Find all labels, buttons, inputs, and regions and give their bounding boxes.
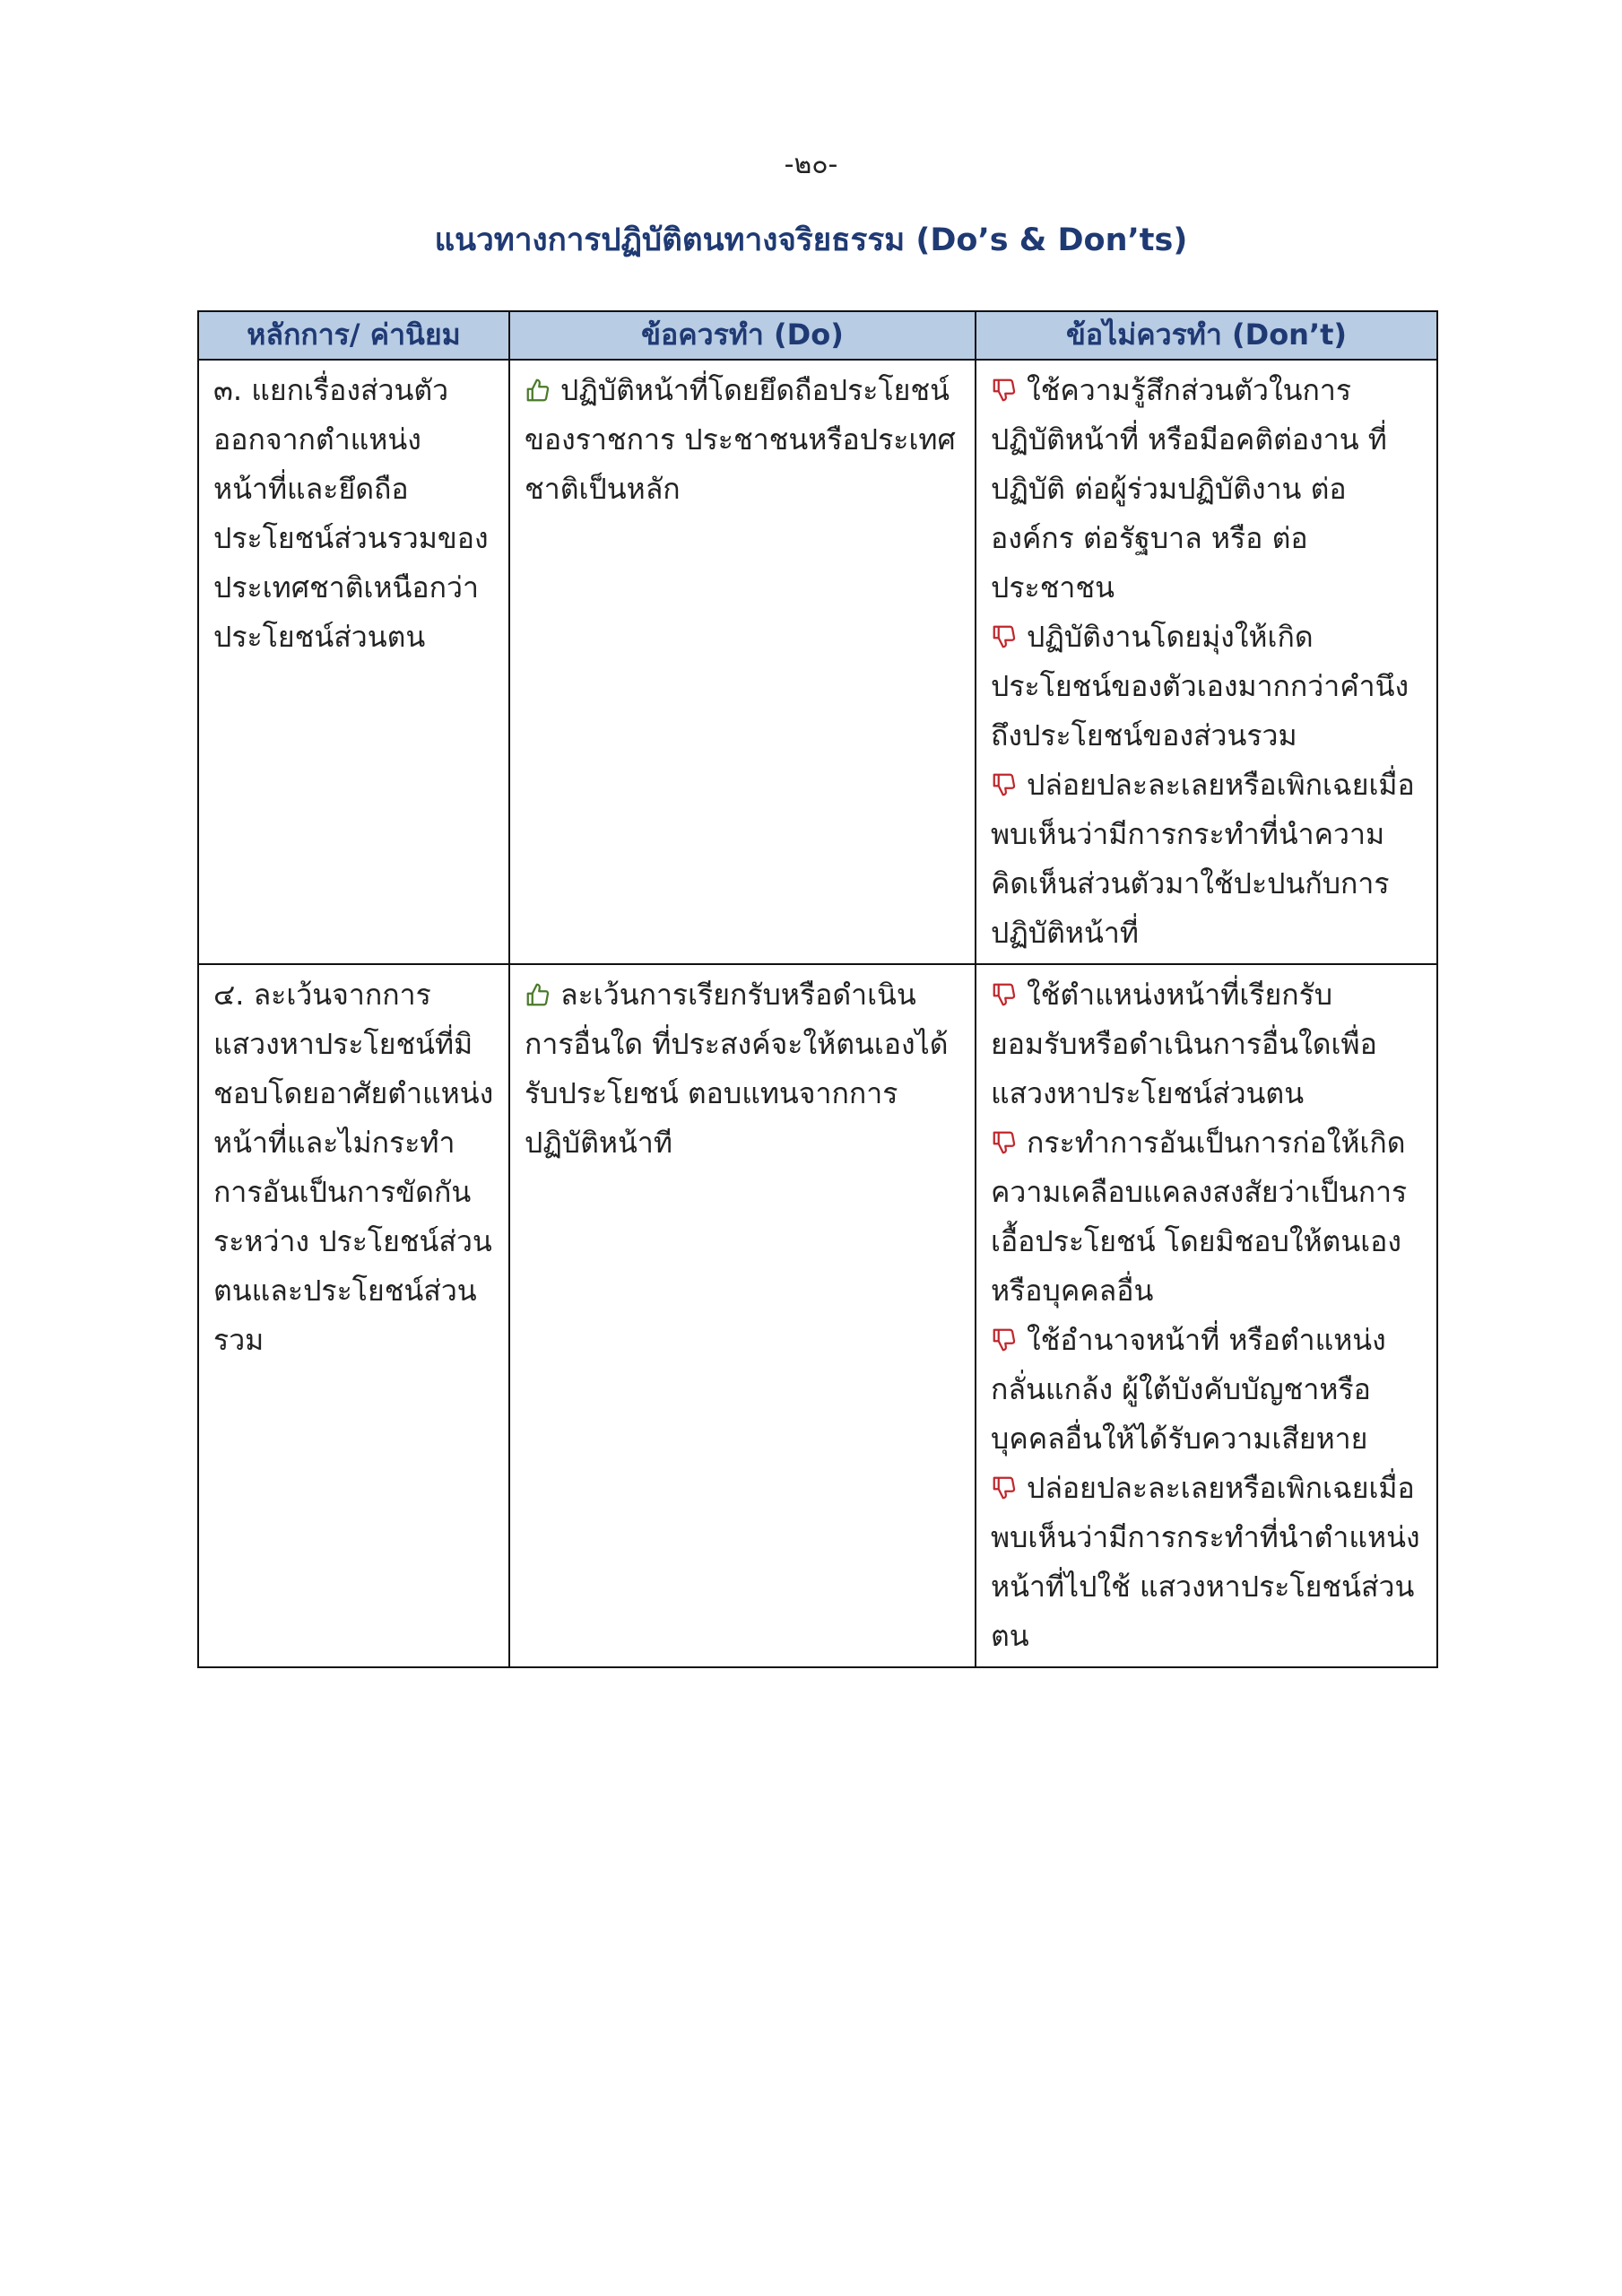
column-header-dont: ข้อไม่ควรทำ (Don’t) [976, 311, 1437, 360]
thumbs-down-icon [991, 623, 1018, 650]
principle-cell: ๔. ละเว้นจากการแสวงหาประโยชน์ที่มิชอบโดยอาศัยตำแหน่งหน้าที่และไม่กระทำการอันเป็นการขัดกันระหว่าง ประโยชน์ส่วนตนและประโยชน์ส่วนรวม [198, 964, 509, 1667]
dont-item-text: ใช้ตำแหน่งหน้าที่เรียกรับ ยอมรับหรือดำเนินการอื่นใดเพื่อแสวงหาประโยชน์ส่วนตน [991, 978, 1377, 1110]
page-number: -๒๐- [784, 149, 838, 180]
column-header-do: ข้อควรทำ (Do) [509, 311, 976, 360]
dont-item-text: ใช้ความรู้สึกส่วนตัวในการปฏิบัติหน้าที่ หรือมีอคติต่องาน ที่ปฏิบัติ ต่อผู้ร่วมปฏิบัติงาน ต่อองค์กร ต่อรัฐบาล หรือ ต่อประชาชน [991, 373, 1387, 604]
dont-item-text: กระทำการอันเป็นการก่อให้เกิดความเคลือบแคลงสงสัยว่าเป็นการเอื้อประโยชน์ โดยมิชอบให้ตนเองหรือบุคคลอื่น [991, 1126, 1408, 1308]
dont-item [991, 1316, 1422, 1464]
dont-item [991, 761, 1422, 958]
table-header-row [198, 311, 1437, 360]
thumbs-up-icon [525, 981, 551, 1008]
dont-item [991, 1464, 1422, 1661]
column-header-principle: หลักการ/ ค่านิยม [198, 311, 509, 360]
do-item-text: ปฏิบัติหน้าที่โดยยึดถือประโยชน์ของราชการ ประชาชนหรือประเทศชาติเป็นหลัก [525, 373, 956, 506]
table-row [198, 964, 1437, 1667]
do-item [525, 366, 960, 514]
thumbs-down-icon [991, 1326, 1018, 1353]
thumbs-down-icon [991, 771, 1018, 798]
thumbs-down-icon [991, 377, 1018, 404]
principle-cell: ๓. แยกเรื่องส่วนตัวออกจากตำแหน่งหน้าที่และยึดถือประโยชน์ส่วนรวมของประเทศชาติเหนือกว่าประโยชน์ส่วนตน [198, 360, 509, 964]
thumbs-down-icon [991, 1129, 1018, 1156]
dont-item [991, 1118, 1422, 1316]
dont-item-text: ใช้อำนาจหน้าที่ หรือตำแหน่งกลั่นแกล้ง ผู้ใต้บังคับบัญชาหรือบุคคลอื่นให้ได้รับความเสียหาย [991, 1323, 1386, 1456]
do-cell [509, 360, 976, 964]
do-cell [509, 964, 976, 1667]
thumbs-up-icon [525, 377, 551, 404]
dont-cell [976, 964, 1437, 1667]
document-title: แนวทางการปฏิบัติตนทางจริยธรรม (Do’s & Don’ts) [434, 222, 1188, 258]
do-item [525, 970, 960, 1168]
dont-item [991, 970, 1422, 1118]
thumbs-down-icon [991, 1474, 1018, 1501]
dont-item-text: ปล่อยปละละเลยหรือเพิกเฉยเมื่อพบเห็นว่ามีการกระทำที่นำความคิดเห็นส่วนตัวมาใช้ปะปนกับการปฏิบัติหน้าที่ [991, 768, 1415, 950]
dont-item-text: ปฏิบัติงานโดยมุ่งให้เกิดประโยชน์ของตัวเองมากกว่าคำนึงถึงประโยชน์ของส่วนรวม [991, 620, 1409, 752]
dont-item [991, 366, 1422, 613]
ethics-guideline-table [197, 310, 1438, 1668]
thumbs-down-icon [991, 981, 1018, 1008]
dont-cell [976, 360, 1437, 964]
dont-item [991, 613, 1422, 761]
table-row [198, 360, 1437, 964]
dont-item-text: ปล่อยปละละเลยหรือเพิกเฉยเมื่อพบเห็นว่ามีการกระทำที่นำตำแหน่งหน้าที่ไปใช้ แสวงหาประโยชน์ส่วนตน [991, 1471, 1420, 1653]
do-item-text: ละเว้นการเรียกรับหรือดำเนินการอื่นใด ที่ประสงค์จะให้ตนเองได้รับประโยชน์ ตอบแทนจากการปฏิบัติหน้าที [525, 978, 949, 1160]
